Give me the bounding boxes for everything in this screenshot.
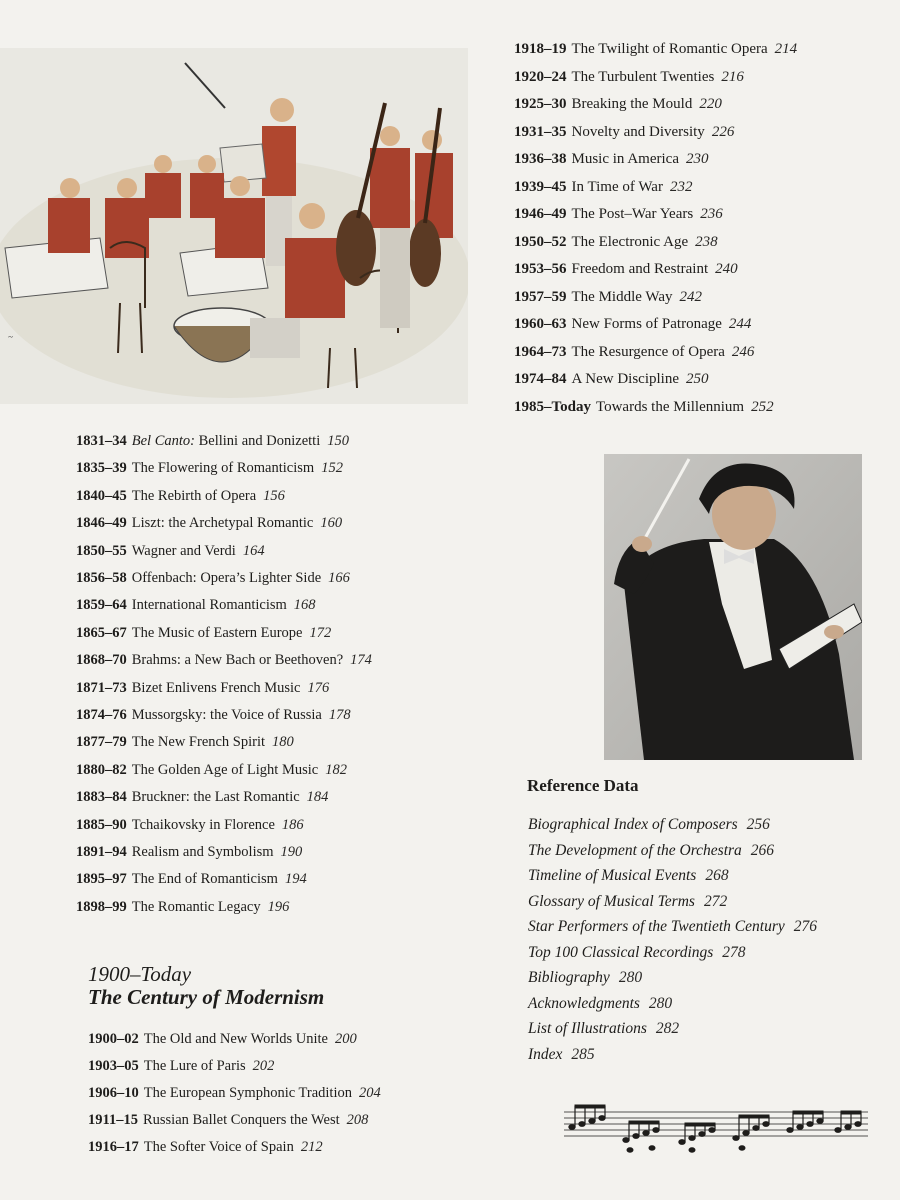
toc-entry[interactable] <box>76 843 302 861</box>
toc-title: Wagner and Verdi <box>131 542 236 559</box>
reference-page: 278 <box>722 943 746 961</box>
toc-years: 1960–63 <box>514 316 567 332</box>
toc-entry[interactable] <box>76 487 285 505</box>
toc-title: Novelty and Diversity <box>571 123 705 140</box>
toc-page: 220 <box>699 96 722 112</box>
toc-title: The Softer Voice of Spain <box>143 1139 294 1155</box>
toc-page: 216 <box>721 68 744 85</box>
toc-years: 1891–94 <box>76 844 127 860</box>
toc-years: 1856–58 <box>76 570 127 586</box>
toc-page: 226 <box>711 123 735 140</box>
toc-entry[interactable] <box>88 1138 323 1156</box>
toc-years: 1883–84 <box>76 789 127 806</box>
reference-page: 280 <box>648 994 673 1012</box>
toc-entry[interactable] <box>514 233 718 251</box>
toc-title: New Forms of Patronage <box>571 316 722 332</box>
reference-title: List of Illustrations <box>528 1020 647 1037</box>
toc-entry[interactable] <box>76 432 349 450</box>
toc-page: 202 <box>252 1058 275 1074</box>
toc-title: The European Symphonic Tradition <box>143 1085 352 1101</box>
toc-title: The Rebirth of Opera <box>131 487 257 504</box>
reference-item[interactable] <box>528 1020 679 1038</box>
toc-entry[interactable] <box>514 150 708 168</box>
toc-entry[interactable] <box>514 68 744 86</box>
toc-years: 1871–73 <box>76 679 127 696</box>
toc-entry[interactable] <box>514 398 774 416</box>
toc-years: 1974–84 <box>514 371 567 387</box>
toc-title: The Old and New Worlds Unite <box>143 1031 328 1047</box>
toc-title: Towards the Millennium <box>595 398 745 415</box>
toc-years: 1885–90 <box>76 816 127 833</box>
toc-entry[interactable] <box>514 288 702 306</box>
reference-title: Biographical Index of Composers <box>528 816 738 833</box>
toc-years: 1846–49 <box>76 515 127 532</box>
toc-years: 1957–59 <box>514 288 567 305</box>
toc-title: In Time of War <box>571 178 663 195</box>
reference-page: 266 <box>750 841 775 859</box>
toc-title: The New French Spirit <box>131 734 266 751</box>
toc-title: Music in America <box>571 151 679 167</box>
toc-page: 236 <box>700 206 723 222</box>
reference-item[interactable] <box>528 842 774 860</box>
toc-page: 184 <box>306 789 329 806</box>
toc-entry[interactable] <box>76 542 265 560</box>
toc-years: 1906–10 <box>88 1085 139 1101</box>
toc-entry[interactable] <box>76 651 372 669</box>
toc-title: The Flowering of Romanticism <box>131 460 315 477</box>
toc-title: The Middle Way <box>571 288 673 305</box>
toc-entry[interactable] <box>514 123 734 141</box>
toc-page: 232 <box>669 178 693 195</box>
toc-title: Bizet Enlivens French Music <box>131 679 301 696</box>
toc-years: 1850–55 <box>76 542 127 559</box>
toc-years: 1918–19 <box>514 41 567 57</box>
toc-entry[interactable] <box>76 514 342 532</box>
toc-page: 160 <box>320 515 343 532</box>
toc-years: 1916–17 <box>88 1139 139 1155</box>
reference-item[interactable] <box>528 816 770 834</box>
toc-years: 1831–34 <box>76 433 127 449</box>
reference-item[interactable] <box>528 944 746 962</box>
toc-title: The Golden Age of Light Music <box>131 761 319 778</box>
toc-page: 152 <box>321 460 343 477</box>
orchestra-illustration <box>0 48 468 404</box>
toc-title: The Post–War Years <box>571 206 694 222</box>
toc-title: Russian Ballet Conquers the West <box>142 1112 340 1128</box>
toc-years: 1880–82 <box>76 761 127 778</box>
toc-entry[interactable] <box>76 788 328 806</box>
toc-years: 1859–64 <box>76 597 127 614</box>
toc-page: 186 <box>281 816 304 833</box>
toc-entry[interactable] <box>76 761 347 779</box>
reference-item[interactable] <box>528 995 672 1013</box>
toc-page: 168 <box>293 597 316 614</box>
toc-title: Freedom and Restraint <box>571 261 709 277</box>
toc-entry[interactable] <box>76 624 331 642</box>
reference-page: 256 <box>746 816 770 833</box>
toc-years: 1946–49 <box>514 206 567 222</box>
toc-entry[interactable] <box>76 596 316 614</box>
toc-entry[interactable] <box>514 40 797 58</box>
toc-years: 1840–45 <box>76 487 127 504</box>
reference-title: Acknowledgments <box>528 994 640 1012</box>
toc-years: 1950–52 <box>514 233 567 250</box>
toc-page: 150 <box>327 433 349 449</box>
reference-item[interactable] <box>528 1046 595 1064</box>
toc-years: 1985–Today <box>514 398 591 415</box>
toc-entry[interactable] <box>76 898 289 916</box>
toc-entry[interactable] <box>76 459 343 477</box>
toc-entry[interactable] <box>76 870 307 888</box>
toc-page: 242 <box>679 288 702 305</box>
reference-title: Bibliography <box>528 969 610 986</box>
toc-years: 1877–79 <box>76 734 127 751</box>
toc-title: The End of Romanticism <box>131 871 278 888</box>
toc-years: 1835–39 <box>76 460 127 477</box>
toc-title: Bellini and Donizetti <box>194 433 321 449</box>
toc-page: 246 <box>731 343 755 360</box>
reference-page: 280 <box>618 969 643 986</box>
toc-title-italic: Bel Canto: <box>131 433 195 449</box>
reference-title: Timeline of Musical Events <box>528 867 697 884</box>
toc-entry[interactable] <box>76 733 294 751</box>
reference-page: 272 <box>703 892 728 910</box>
toc-title: The Resurgence of Opera <box>571 343 725 360</box>
toc-page: 204 <box>358 1085 381 1101</box>
toc-years: 1936–38 <box>514 151 567 167</box>
toc-page: 238 <box>695 233 718 250</box>
toc-title: International Romanticism <box>131 597 287 614</box>
orchestra-painting <box>0 48 468 404</box>
reference-page: 276 <box>793 918 817 935</box>
music-staff-icon <box>564 1100 868 1156</box>
toc-years: 1868–70 <box>76 652 127 669</box>
toc-entry[interactable] <box>76 679 329 697</box>
toc-page: 230 <box>685 151 709 167</box>
toc-page: 212 <box>300 1139 323 1155</box>
toc-page: 190 <box>280 844 303 860</box>
toc-title: Mussorgsky: the Voice of Russia <box>131 707 322 723</box>
toc-page: 252 <box>751 398 774 415</box>
toc-page: 214 <box>774 41 798 57</box>
toc-years: 1898–99 <box>76 898 127 915</box>
toc-entry[interactable] <box>514 95 722 113</box>
reference-page: 282 <box>655 1020 680 1037</box>
toc-page: 180 <box>272 734 294 751</box>
reference-item[interactable] <box>528 918 817 936</box>
toc-entry[interactable] <box>88 1030 357 1048</box>
reference-title: Top 100 Classical Recordings <box>528 943 714 961</box>
reference-item[interactable] <box>528 893 727 911</box>
reference-title: Star Performers of the Twentieth Century <box>528 918 785 935</box>
toc-page: 176 <box>307 679 330 696</box>
toc-title: The Lure of Paris <box>143 1058 246 1074</box>
reference-item[interactable] <box>528 867 729 885</box>
toc-entry[interactable] <box>76 569 350 587</box>
toc-entry[interactable] <box>88 1084 381 1102</box>
toc-title: The Music of Eastern Europe <box>131 624 303 641</box>
part-title-heading: The Century of Modernism <box>88 985 325 1009</box>
toc-page: 250 <box>685 371 709 387</box>
toc-title: The Electronic Age <box>571 233 689 250</box>
toc-title: Bruckner: the Last Romantic <box>131 789 300 806</box>
toc-title: Realism and Symbolism <box>131 844 274 860</box>
reference-title: Index <box>528 1045 563 1063</box>
toc-entry[interactable] <box>76 706 351 724</box>
toc-entry[interactable] <box>88 1057 274 1075</box>
toc-years: 1911–15 <box>88 1112 138 1128</box>
toc-title: Tchaikovsky in Florence <box>131 816 275 833</box>
toc-title: The Twilight of Romantic Opera <box>571 41 768 57</box>
toc-page: 178 <box>328 707 351 723</box>
toc-years: 1925–30 <box>514 96 567 112</box>
toc-title: The Romantic Legacy <box>131 898 261 915</box>
toc-page: 166 <box>328 570 350 586</box>
toc-entry[interactable] <box>514 178 692 196</box>
toc-title: The Turbulent Twenties <box>571 68 715 85</box>
reference-item[interactable] <box>528 969 642 987</box>
toc-entry[interactable] <box>514 205 723 223</box>
reference-page: 268 <box>705 867 729 884</box>
conductor-portrait <box>604 454 862 760</box>
toc-entry[interactable] <box>88 1111 368 1129</box>
toc-years: 1865–67 <box>76 624 127 641</box>
toc-page: 208 <box>346 1112 369 1128</box>
toc-title: Breaking the Mould <box>571 96 693 112</box>
toc-page: 182 <box>325 761 347 778</box>
conductor-portrait-illustration <box>604 454 862 760</box>
toc-title: Liszt: the Archetypal Romantic <box>131 515 314 532</box>
toc-title: Offenbach: Opera’s Lighter Side <box>131 570 322 586</box>
toc-title: Brahms: a New Bach or Beethoven? <box>131 652 344 669</box>
toc-years: 1903–05 <box>88 1058 139 1074</box>
toc-page: 194 <box>284 871 307 888</box>
toc-entry[interactable] <box>514 315 751 333</box>
toc-page: 244 <box>728 316 752 332</box>
reference-page: 285 <box>571 1045 595 1063</box>
toc-entry[interactable] <box>514 260 738 278</box>
toc-years: 1920–24 <box>514 68 567 85</box>
toc-years: 1900–02 <box>88 1031 139 1047</box>
toc-years: 1931–35 <box>514 123 567 140</box>
svg-text:~: ~ <box>8 332 13 342</box>
toc-page: 240 <box>715 261 738 277</box>
toc-years: 1874–76 <box>76 707 127 723</box>
toc-page: 164 <box>242 542 265 559</box>
toc-page: 174 <box>350 652 372 669</box>
toc-title: A New Discipline <box>571 371 679 387</box>
toc-entry[interactable] <box>514 370 708 388</box>
toc-years: 1964–73 <box>514 343 567 360</box>
toc-page: 196 <box>267 898 290 915</box>
toc-years: 1939–45 <box>514 178 567 195</box>
toc-page: 200 <box>334 1031 357 1047</box>
toc-entry[interactable] <box>76 816 304 834</box>
part-years-heading: 1900–Today <box>88 962 192 986</box>
toc-page: 172 <box>309 624 332 641</box>
toc-entry[interactable] <box>514 343 754 361</box>
reference-title: The Development of the Orchestra <box>528 841 742 859</box>
toc-years: 1895–97 <box>76 871 127 888</box>
reference-heading: Reference Data <box>527 776 639 795</box>
reference-title: Glossary of Musical Terms <box>528 892 695 910</box>
toc-page: 156 <box>263 487 285 504</box>
toc-years: 1953–56 <box>514 261 567 277</box>
